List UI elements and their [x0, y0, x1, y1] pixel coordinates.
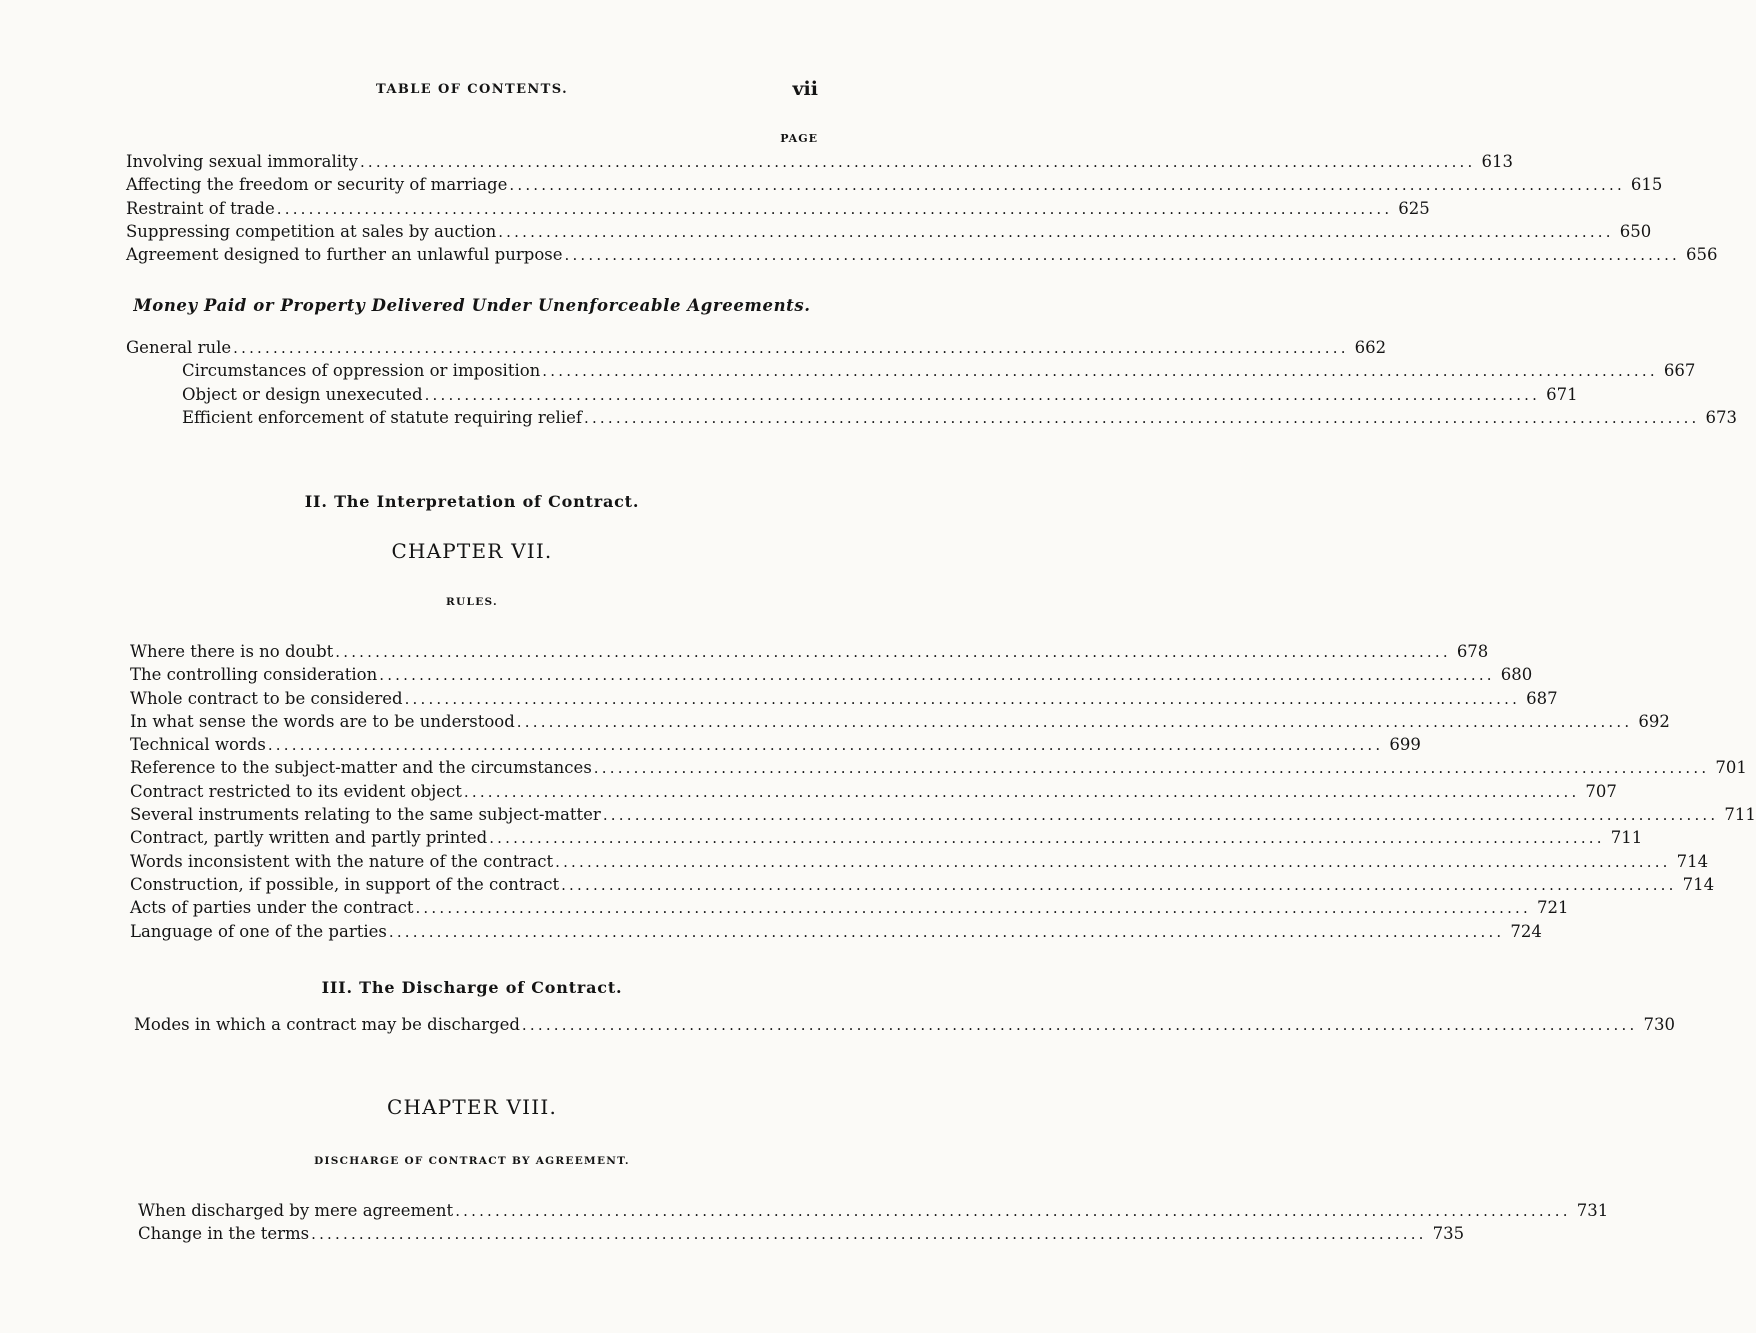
- toc-entry-label: Language of one of the parties: [130, 921, 387, 941]
- dot-leader: ............................................................................................................................................: [602, 806, 1719, 825]
- toc-entry: [126, 220, 1652, 243]
- dot-leader: ............................................................................................................................................: [555, 852, 1671, 871]
- toc-entry: [126, 197, 1430, 220]
- toc-entry: [126, 336, 1387, 359]
- part-heading-discharge: III. The Discharge of Contract.: [321, 978, 623, 997]
- toc-entry: [130, 640, 1489, 663]
- toc-entry-label: Where there is no doubt: [130, 642, 334, 661]
- toc-entry-label: Contract restricted to its evident object: [130, 781, 462, 801]
- toc-entry-label: Suppressing competition at sales by auction: [126, 221, 497, 241]
- toc-entry-label: Modes in which a contract may be discharged: [134, 1015, 520, 1034]
- dot-leader: ............................................................................................................................................: [455, 1202, 1571, 1220]
- toc-entry-page: 673: [1705, 407, 1738, 427]
- toc-entry-page: 615: [1630, 175, 1663, 195]
- toc-entry-label: In what sense the words are to be understood: [130, 711, 515, 731]
- toc-entry: [126, 150, 1513, 173]
- toc-entry: [126, 243, 1718, 266]
- dot-leader: ............................................................................................................................................: [415, 899, 1531, 918]
- toc-group-money-paid: [126, 336, 1738, 429]
- toc-entry-label: When discharged by mere agreement: [138, 1201, 454, 1220]
- toc-entry-page: 714: [1682, 874, 1715, 894]
- dot-leader: ............................................................................................................................................: [564, 246, 1681, 265]
- toc-entry-page: 678: [1456, 642, 1489, 661]
- section-heading-money-paid: Money Paid or Property Delivered Under Unenforceable Agreements.: [133, 296, 811, 315]
- toc-entry: [130, 803, 1756, 826]
- toc-entry-label: Construction, if possible, in support of the contract: [130, 874, 560, 894]
- toc-entry-label: Technical words: [130, 735, 266, 755]
- dot-leader: ............................................................................................................................................: [542, 362, 1658, 381]
- toc-group-discharge: [134, 1013, 1675, 1036]
- toc-entry-label: Words inconsistent with the nature of the contract: [130, 851, 554, 871]
- toc-entry-label: Affecting the freedom or security of marriage: [126, 175, 508, 195]
- dot-leader: ............................................................................................................................................: [516, 712, 1633, 731]
- toc-entry-page: 625: [1398, 198, 1430, 218]
- toc-entry-page: 711: [1724, 805, 1756, 825]
- toc-entry: [126, 383, 1578, 406]
- toc-entry: [130, 733, 1421, 756]
- page-column-heading: PAGE: [780, 132, 818, 145]
- running-head: [126, 78, 818, 102]
- toc-entry-page: 711: [1610, 828, 1643, 848]
- toc-entry-label: Restraint of trade: [126, 198, 275, 218]
- toc-entry: [130, 780, 1617, 803]
- toc-entry-page: 692: [1638, 711, 1670, 731]
- toc-group-rules: [130, 640, 1756, 943]
- toc-entry-page: 613: [1481, 152, 1513, 171]
- toc-entry-page: 667: [1663, 361, 1696, 381]
- dot-leader: ............................................................................................................................................: [498, 222, 1614, 241]
- toc-entry-page: 671: [1546, 384, 1578, 404]
- dot-leader: ............................................................................................................................................: [583, 408, 1700, 427]
- dot-leader: ............................................................................................................................................: [521, 1016, 1638, 1034]
- toc-entry-label: Agreement designed to further an unlawful purpose: [126, 245, 563, 265]
- toc-entry-page: 707: [1585, 781, 1617, 801]
- dot-leader: ............................................................................................................................................: [267, 736, 1384, 755]
- toc-entry-page: 687: [1526, 688, 1558, 708]
- chapter-heading-vii: CHAPTER VII.: [391, 539, 553, 563]
- dot-leader: ............................................................................................................................................: [463, 782, 1580, 801]
- toc-entry-page: 731: [1576, 1201, 1609, 1220]
- toc-entry-label: Circumstances of oppression or imposition: [182, 361, 541, 381]
- toc-entry-page: 714: [1676, 851, 1709, 871]
- toc-entry: [130, 826, 1643, 849]
- toc-entry-label: Several instruments relating to the same subject-matter: [130, 805, 601, 825]
- toc-entry-label: Contract, partly written and partly printed: [130, 828, 488, 848]
- page-number: vii: [792, 78, 818, 100]
- toc-entry-page: 730: [1643, 1015, 1675, 1034]
- part-heading-interpretation: II. The Interpretation of Contract.: [304, 492, 640, 511]
- toc-entry-page: 735: [1432, 1224, 1465, 1244]
- dot-leader: ............................................................................................................................................: [404, 689, 1521, 708]
- toc-entry: [134, 1013, 1675, 1036]
- dot-leader: ............................................................................................................................................: [561, 875, 1677, 894]
- chapter-subheading-discharge: DISCHARGE OF CONTRACT BY AGREEMENT.: [314, 1155, 630, 1167]
- toc-entry: [130, 756, 1747, 779]
- dot-leader: ............................................................................................................................................: [359, 153, 1476, 171]
- toc-entry-label: Whole contract to be considered: [130, 688, 403, 708]
- toc-entry-page: 724: [1510, 921, 1542, 941]
- toc-entry: [130, 896, 1569, 919]
- toc-entry: [138, 1199, 1609, 1222]
- dot-leader: ............................................................................................................................................: [276, 199, 1393, 218]
- dot-leader: ............................................................................................................................................: [233, 339, 1349, 357]
- dot-leader: ............................................................................................................................................: [489, 829, 1605, 848]
- chapter-subheading-rules: RULES.: [446, 596, 498, 608]
- toc-entry-page: 650: [1619, 221, 1652, 241]
- toc-entry-page: 701: [1715, 758, 1747, 778]
- toc-entry-label: The controlling consideration: [130, 665, 378, 685]
- dot-leader: ............................................................................................................................................: [509, 176, 1625, 195]
- toc-entry-page: 662: [1354, 338, 1387, 357]
- dot-leader: ............................................................................................................................................: [379, 666, 1495, 685]
- toc-entry-label: Reference to the subject-matter and the circumstances: [130, 758, 592, 778]
- toc-group-illegal-agreements: [126, 150, 1718, 266]
- toc-entry-label: Acts of parties under the contract: [130, 898, 414, 918]
- toc-group-agreement: [138, 1199, 1609, 1246]
- dot-leader: ............................................................................................................................................: [311, 1225, 1427, 1244]
- toc-entry: [126, 406, 1738, 429]
- running-title: TABLE OF CONTENTS.: [375, 82, 569, 97]
- toc-entry: [126, 359, 1696, 382]
- dot-leader: ............................................................................................................................................: [424, 385, 1541, 404]
- toc-entry-page: 656: [1686, 245, 1718, 265]
- toc-entry: [126, 173, 1663, 196]
- toc-entry: [130, 710, 1670, 733]
- toc-entry: [130, 850, 1709, 873]
- toc-entry: [130, 920, 1542, 943]
- toc-entry-page: 699: [1389, 735, 1421, 755]
- toc-entry-page: 680: [1500, 665, 1533, 685]
- toc-entry: [130, 873, 1715, 896]
- toc-entry: [130, 663, 1533, 686]
- chapter-heading-viii: CHAPTER VIII.: [386, 1095, 558, 1119]
- toc-entry-label: Involving sexual immorality: [126, 152, 358, 171]
- toc-entry-label: Object or design unexecuted: [182, 384, 423, 404]
- toc-entry: [138, 1222, 1465, 1245]
- toc-entry-label: General rule: [126, 338, 232, 357]
- dot-leader: ............................................................................................................................................: [388, 922, 1505, 941]
- dot-leader: ............................................................................................................................................: [593, 759, 1710, 778]
- toc-entry-label: Efficient enforcement of statute requiring relief: [182, 407, 582, 427]
- toc-entry-page: 721: [1537, 898, 1569, 918]
- toc-entry: [130, 687, 1558, 710]
- dot-leader: ............................................................................................................................................: [335, 643, 1451, 661]
- toc-entry-label: Change in the terms: [138, 1224, 310, 1244]
